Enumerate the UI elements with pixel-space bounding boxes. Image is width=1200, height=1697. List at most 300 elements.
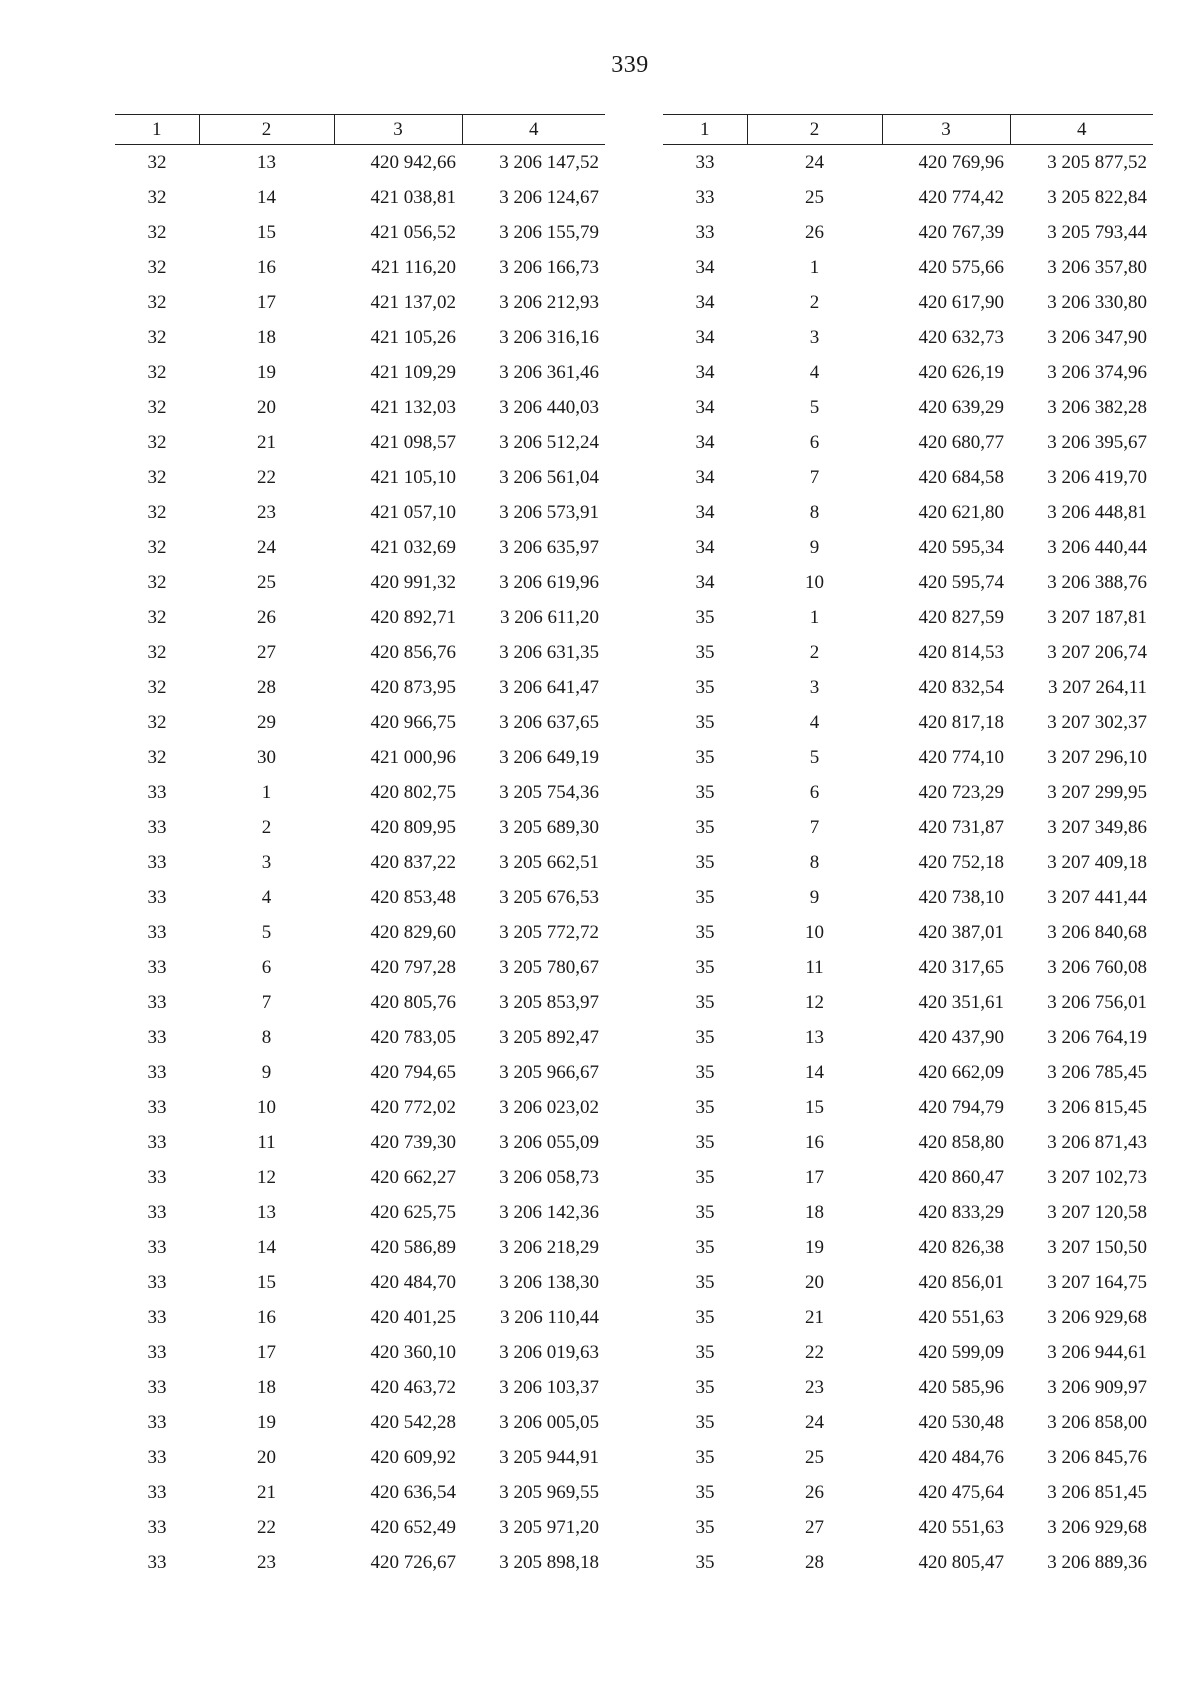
table-row xyxy=(115,810,605,845)
table-row xyxy=(115,1440,605,1475)
parcel-number-cell: 34 xyxy=(695,501,715,523)
x-coordinate-cell: 420 769,96 xyxy=(918,151,1004,173)
header-row xyxy=(115,115,605,145)
table-row xyxy=(663,565,1153,600)
parcel-number-cell: 35 xyxy=(695,1026,715,1048)
y-coordinate-cell: 3 206 448,81 xyxy=(1047,501,1147,523)
y-coordinate-cell: 3 206 889,36 xyxy=(1047,1551,1147,1573)
y-coordinate-cell: 3 206 357,80 xyxy=(1047,256,1147,278)
point-number-cell: 28 xyxy=(257,676,276,698)
table-row xyxy=(663,880,1153,915)
x-coordinate-cell: 420 626,19 xyxy=(918,361,1004,383)
x-coordinate-cell: 420 632,73 xyxy=(918,326,1004,348)
x-coordinate-cell: 420 585,96 xyxy=(918,1376,1004,1398)
y-coordinate-cell: 3 207 409,18 xyxy=(1047,851,1147,873)
table-row xyxy=(663,1195,1153,1230)
header-row xyxy=(663,115,1153,145)
x-coordinate-cell: 420 731,87 xyxy=(918,816,1004,838)
y-coordinate-cell: 3 207 441,44 xyxy=(1047,886,1147,908)
table-row xyxy=(115,1160,605,1195)
table-row xyxy=(115,1335,605,1370)
x-coordinate-cell: 420 837,22 xyxy=(370,851,456,873)
x-coordinate-cell: 420 463,72 xyxy=(370,1376,456,1398)
parcel-number-cell: 35 xyxy=(695,711,715,733)
table-row xyxy=(663,705,1153,740)
y-coordinate-cell: 3 206 871,43 xyxy=(1047,1131,1147,1153)
point-number-cell: 14 xyxy=(805,1061,824,1083)
point-number-cell: 10 xyxy=(257,1096,276,1118)
parcel-number-cell: 32 xyxy=(147,326,167,348)
table-row xyxy=(663,1020,1153,1055)
y-coordinate-cell: 3 205 853,97 xyxy=(499,991,599,1013)
x-coordinate-cell: 420 609,92 xyxy=(370,1446,456,1468)
x-coordinate-cell: 421 098,57 xyxy=(370,431,456,453)
table-row xyxy=(663,425,1153,460)
parcel-number-cell: 35 xyxy=(695,606,715,628)
x-coordinate-cell: 420 530,48 xyxy=(918,1411,1004,1433)
parcel-number-cell: 32 xyxy=(147,571,167,593)
y-coordinate-cell: 3 206 005,05 xyxy=(499,1411,599,1433)
table-row xyxy=(115,1090,605,1125)
y-coordinate-cell: 3 207 120,58 xyxy=(1047,1201,1147,1223)
x-coordinate-cell: 420 680,77 xyxy=(918,431,1004,453)
parcel-number-cell: 33 xyxy=(147,1271,167,1293)
point-number-cell: 17 xyxy=(257,291,276,313)
x-coordinate-cell: 420 991,32 xyxy=(370,571,456,593)
table-row xyxy=(663,1370,1153,1405)
x-coordinate-cell: 420 484,70 xyxy=(370,1271,456,1293)
y-coordinate-cell: 3 207 302,37 xyxy=(1047,711,1147,733)
point-number-cell: 6 xyxy=(809,781,820,803)
point-number-cell: 23 xyxy=(257,501,276,523)
y-coordinate-cell: 3 207 264,11 xyxy=(1047,676,1147,698)
table-row xyxy=(663,1230,1153,1265)
point-number-cell: 19 xyxy=(257,1411,276,1433)
table-row xyxy=(115,1405,605,1440)
table-row xyxy=(663,1405,1153,1440)
y-coordinate-cell: 3 205 892,47 xyxy=(499,1026,599,1048)
parcel-number-cell: 35 xyxy=(695,1411,715,1433)
x-coordinate-cell: 420 767,39 xyxy=(918,221,1004,243)
parcel-number-cell: 33 xyxy=(147,1061,167,1083)
x-coordinate-cell: 420 814,53 xyxy=(918,641,1004,663)
y-coordinate-cell: 3 205 898,18 xyxy=(499,1551,599,1573)
y-coordinate-cell: 3 205 689,30 xyxy=(499,816,599,838)
y-coordinate-cell: 3 206 361,46 xyxy=(499,361,599,383)
point-number-cell: 25 xyxy=(257,571,276,593)
parcel-number-cell: 34 xyxy=(695,326,715,348)
x-coordinate-cell: 420 625,75 xyxy=(370,1201,456,1223)
x-coordinate-cell: 420 783,05 xyxy=(370,1026,456,1048)
table-row xyxy=(115,425,605,460)
parcel-number-cell: 33 xyxy=(147,886,167,908)
x-coordinate-cell: 421 038,81 xyxy=(370,186,456,208)
table-row xyxy=(115,985,605,1020)
parcel-number-cell: 32 xyxy=(147,711,167,733)
table-row xyxy=(663,1055,1153,1090)
x-coordinate-cell: 420 832,54 xyxy=(918,676,1004,698)
table-row xyxy=(115,1370,605,1405)
parcel-number-cell: 35 xyxy=(695,991,715,1013)
y-coordinate-cell: 3 206 944,61 xyxy=(1047,1341,1147,1363)
point-number-cell: 24 xyxy=(805,1411,824,1433)
table-row xyxy=(115,285,605,320)
x-coordinate-cell: 420 484,76 xyxy=(918,1446,1004,1468)
column-header-3: 3 xyxy=(334,115,462,145)
x-coordinate-cell: 420 551,63 xyxy=(918,1306,1004,1328)
point-number-cell: 5 xyxy=(261,921,272,943)
x-coordinate-cell: 420 475,64 xyxy=(918,1481,1004,1503)
parcel-number-cell: 35 xyxy=(695,816,715,838)
parcel-number-cell: 33 xyxy=(147,1551,167,1573)
point-number-cell: 25 xyxy=(805,186,824,208)
parcel-number-cell: 33 xyxy=(147,1166,167,1188)
column-header-1: 1 xyxy=(663,115,747,145)
y-coordinate-cell: 3 207 150,50 xyxy=(1047,1236,1147,1258)
x-coordinate-cell: 421 137,02 xyxy=(370,291,456,313)
table-row xyxy=(115,390,605,425)
point-number-cell: 26 xyxy=(805,221,824,243)
y-coordinate-cell: 3 206 756,01 xyxy=(1047,991,1147,1013)
parcel-number-cell: 33 xyxy=(147,1376,167,1398)
x-coordinate-cell: 420 829,60 xyxy=(370,921,456,943)
point-number-cell: 7 xyxy=(809,816,820,838)
y-coordinate-cell: 3 205 754,36 xyxy=(499,781,599,803)
table-row xyxy=(115,880,605,915)
y-coordinate-cell: 3 206 440,03 xyxy=(499,396,599,418)
y-coordinate-cell: 3 206 382,28 xyxy=(1047,396,1147,418)
parcel-number-cell: 35 xyxy=(695,1096,715,1118)
point-number-cell: 7 xyxy=(809,466,820,488)
point-number-cell: 3 xyxy=(261,851,272,873)
point-number-cell: 13 xyxy=(257,1201,276,1223)
x-coordinate-cell: 420 726,67 xyxy=(370,1551,456,1573)
x-coordinate-cell: 420 805,76 xyxy=(370,991,456,1013)
parcel-number-cell: 33 xyxy=(695,186,715,208)
y-coordinate-cell: 3 207 102,73 xyxy=(1047,1166,1147,1188)
y-coordinate-cell: 3 206 124,67 xyxy=(499,186,599,208)
y-coordinate-cell: 3 206 635,97 xyxy=(499,536,599,558)
parcel-number-cell: 33 xyxy=(147,1096,167,1118)
y-coordinate-cell: 3 206 218,29 xyxy=(499,1236,599,1258)
table-row xyxy=(663,1160,1153,1195)
table-row xyxy=(663,1440,1153,1475)
table-row xyxy=(115,355,605,390)
x-coordinate-cell: 420 833,29 xyxy=(918,1201,1004,1223)
point-number-cell: 26 xyxy=(805,1481,824,1503)
point-number-cell: 5 xyxy=(809,746,820,768)
y-coordinate-cell: 3 206 019,63 xyxy=(499,1341,599,1363)
x-coordinate-cell: 420 317,65 xyxy=(918,956,1004,978)
page-number: 339 xyxy=(611,52,649,78)
parcel-number-cell: 32 xyxy=(147,256,167,278)
table-row xyxy=(115,635,605,670)
table-row xyxy=(663,1090,1153,1125)
parcel-number-cell: 34 xyxy=(695,536,715,558)
parcel-number-cell: 35 xyxy=(695,1271,715,1293)
x-coordinate-cell: 421 000,96 xyxy=(370,746,456,768)
parcel-number-cell: 35 xyxy=(695,1236,715,1258)
point-number-cell: 15 xyxy=(257,221,276,243)
x-coordinate-cell: 420 873,95 xyxy=(370,676,456,698)
table-row xyxy=(663,1335,1153,1370)
table-row xyxy=(115,1055,605,1090)
point-number-cell: 23 xyxy=(805,1376,824,1398)
table-row xyxy=(663,250,1153,285)
y-coordinate-cell: 3 206 166,73 xyxy=(499,256,599,278)
y-coordinate-cell: 3 206 561,04 xyxy=(499,466,599,488)
table-row xyxy=(115,145,605,181)
table-body-left xyxy=(115,145,605,1581)
x-coordinate-cell: 421 056,52 xyxy=(370,221,456,243)
x-coordinate-cell: 420 595,74 xyxy=(918,571,1004,593)
point-number-cell: 21 xyxy=(257,1481,276,1503)
table-row xyxy=(115,530,605,565)
point-number-cell: 21 xyxy=(805,1306,824,1328)
table-row xyxy=(115,1545,605,1580)
x-coordinate-cell: 420 826,38 xyxy=(918,1236,1004,1258)
x-coordinate-cell: 420 738,10 xyxy=(918,886,1004,908)
point-number-cell: 6 xyxy=(809,431,820,453)
point-number-cell: 7 xyxy=(261,991,272,1013)
parcel-number-cell: 35 xyxy=(695,1131,715,1153)
parcel-number-cell: 35 xyxy=(695,1341,715,1363)
x-coordinate-cell: 421 109,29 xyxy=(370,361,456,383)
table-row xyxy=(663,355,1153,390)
table-row xyxy=(663,1265,1153,1300)
x-coordinate-cell: 421 132,03 xyxy=(370,396,456,418)
x-coordinate-cell: 420 639,29 xyxy=(918,396,1004,418)
point-number-cell: 13 xyxy=(257,151,276,173)
column-header-4: 4 xyxy=(462,115,605,145)
table-row xyxy=(115,845,605,880)
x-coordinate-cell: 420 387,01 xyxy=(918,921,1004,943)
x-coordinate-cell: 420 774,42 xyxy=(918,186,1004,208)
y-coordinate-cell: 3 206 851,45 xyxy=(1047,1481,1147,1503)
point-number-cell: 2 xyxy=(809,291,820,313)
coordinates-table-left xyxy=(115,114,605,1580)
point-number-cell: 12 xyxy=(257,1166,276,1188)
table-row xyxy=(663,530,1153,565)
point-number-cell: 20 xyxy=(257,396,276,418)
y-coordinate-cell: 3 206 909,97 xyxy=(1047,1376,1147,1398)
x-coordinate-cell: 420 794,79 xyxy=(918,1096,1004,1118)
table-row xyxy=(115,1230,605,1265)
table-row xyxy=(115,705,605,740)
parcel-number-cell: 32 xyxy=(147,641,167,663)
x-coordinate-cell: 420 586,89 xyxy=(370,1236,456,1258)
x-coordinate-cell: 420 966,75 xyxy=(370,711,456,733)
y-coordinate-cell: 3 206 641,47 xyxy=(499,676,599,698)
point-number-cell: 8 xyxy=(809,501,820,523)
parcel-number-cell: 35 xyxy=(695,781,715,803)
table-row xyxy=(663,1545,1153,1580)
y-coordinate-cell: 3 205 793,44 xyxy=(1047,221,1147,243)
parcel-number-cell: 35 xyxy=(695,1446,715,1468)
table-row xyxy=(115,670,605,705)
parcel-number-cell: 33 xyxy=(147,1411,167,1433)
point-number-cell: 29 xyxy=(257,711,276,733)
y-coordinate-cell: 3 207 296,10 xyxy=(1047,746,1147,768)
y-coordinate-cell: 3 206 637,65 xyxy=(499,711,599,733)
table-row xyxy=(663,845,1153,880)
x-coordinate-cell: 420 858,80 xyxy=(918,1131,1004,1153)
x-coordinate-cell: 420 827,59 xyxy=(918,606,1004,628)
parcel-number-cell: 35 xyxy=(695,1481,715,1503)
y-coordinate-cell: 3 206 840,68 xyxy=(1047,921,1147,943)
parcel-number-cell: 33 xyxy=(147,781,167,803)
parcel-number-cell: 35 xyxy=(695,1516,715,1538)
y-coordinate-cell: 3 206 649,19 xyxy=(499,746,599,768)
parcel-number-cell: 33 xyxy=(147,1306,167,1328)
y-coordinate-cell: 3 206 330,80 xyxy=(1047,291,1147,313)
table-row xyxy=(663,600,1153,635)
parcel-number-cell: 33 xyxy=(147,1341,167,1363)
parcel-number-cell: 33 xyxy=(695,151,715,173)
table-row xyxy=(663,985,1153,1020)
column-header-4: 4 xyxy=(1010,115,1153,145)
point-number-cell: 14 xyxy=(257,186,276,208)
table-row xyxy=(663,810,1153,845)
parcel-number-cell: 32 xyxy=(147,291,167,313)
parcel-number-cell: 33 xyxy=(147,991,167,1013)
y-coordinate-cell: 3 206 110,44 xyxy=(499,1306,599,1328)
parcel-number-cell: 35 xyxy=(695,956,715,978)
table-row xyxy=(115,1195,605,1230)
point-number-cell: 14 xyxy=(257,1236,276,1258)
y-coordinate-cell: 3 205 877,52 xyxy=(1047,151,1147,173)
y-coordinate-cell: 3 206 419,70 xyxy=(1047,466,1147,488)
point-number-cell: 18 xyxy=(257,326,276,348)
parcel-number-cell: 34 xyxy=(695,431,715,453)
parcel-number-cell: 33 xyxy=(147,1481,167,1503)
x-coordinate-cell: 420 360,10 xyxy=(370,1341,456,1363)
point-number-cell: 28 xyxy=(805,1551,824,1573)
x-coordinate-cell: 421 057,10 xyxy=(370,501,456,523)
y-coordinate-cell: 3 206 815,45 xyxy=(1047,1096,1147,1118)
y-coordinate-cell: 3 206 845,76 xyxy=(1047,1446,1147,1468)
y-coordinate-cell: 3 207 299,95 xyxy=(1047,781,1147,803)
x-coordinate-cell: 420 351,61 xyxy=(918,991,1004,1013)
x-coordinate-cell: 420 575,66 xyxy=(918,256,1004,278)
x-coordinate-cell: 421 105,10 xyxy=(370,466,456,488)
parcel-number-cell: 34 xyxy=(695,291,715,313)
y-coordinate-cell: 3 206 147,52 xyxy=(499,151,599,173)
column-header-3: 3 xyxy=(882,115,1010,145)
parcel-number-cell: 35 xyxy=(695,886,715,908)
y-coordinate-cell: 3 206 631,35 xyxy=(499,641,599,663)
y-coordinate-cell: 3 206 858,00 xyxy=(1047,1411,1147,1433)
parcel-number-cell: 35 xyxy=(695,641,715,663)
point-number-cell: 2 xyxy=(809,641,820,663)
table-row xyxy=(663,180,1153,215)
y-coordinate-cell: 3 207 206,74 xyxy=(1047,641,1147,663)
table-row xyxy=(115,215,605,250)
parcel-number-cell: 32 xyxy=(147,361,167,383)
x-coordinate-cell: 420 856,01 xyxy=(918,1271,1004,1293)
point-number-cell: 8 xyxy=(809,851,820,873)
x-coordinate-cell: 420 652,49 xyxy=(370,1516,456,1538)
table-row xyxy=(663,320,1153,355)
point-number-cell: 4 xyxy=(809,711,820,733)
point-number-cell: 24 xyxy=(257,536,276,558)
y-coordinate-cell: 3 206 395,67 xyxy=(1047,431,1147,453)
x-coordinate-cell: 420 617,90 xyxy=(918,291,1004,313)
point-number-cell: 16 xyxy=(257,256,276,278)
y-coordinate-cell: 3 206 388,76 xyxy=(1047,571,1147,593)
y-coordinate-cell: 3 207 349,86 xyxy=(1047,816,1147,838)
parcel-number-cell: 34 xyxy=(695,571,715,593)
table-row xyxy=(663,215,1153,250)
parcel-number-cell: 32 xyxy=(147,221,167,243)
y-coordinate-cell: 3 205 662,51 xyxy=(499,851,599,873)
point-number-cell: 18 xyxy=(805,1201,824,1223)
parcel-number-cell: 33 xyxy=(147,1236,167,1258)
y-coordinate-cell: 3 206 055,09 xyxy=(499,1131,599,1153)
point-number-cell: 15 xyxy=(805,1096,824,1118)
parcel-number-cell: 33 xyxy=(147,956,167,978)
y-coordinate-cell: 3 207 164,75 xyxy=(1047,1271,1147,1293)
x-coordinate-cell: 420 860,47 xyxy=(918,1166,1004,1188)
point-number-cell: 17 xyxy=(257,1341,276,1363)
y-coordinate-cell: 3 205 772,72 xyxy=(499,921,599,943)
parcel-number-cell: 32 xyxy=(147,536,167,558)
table-row xyxy=(115,1475,605,1510)
table-row xyxy=(115,1300,605,1335)
parcel-number-cell: 32 xyxy=(147,676,167,698)
y-coordinate-cell: 3 206 103,37 xyxy=(499,1376,599,1398)
parcel-number-cell: 33 xyxy=(147,1026,167,1048)
parcel-number-cell: 34 xyxy=(695,396,715,418)
parcel-number-cell: 32 xyxy=(147,431,167,453)
parcel-number-cell: 35 xyxy=(695,1376,715,1398)
parcel-number-cell: 34 xyxy=(695,256,715,278)
x-coordinate-cell: 420 853,48 xyxy=(370,886,456,908)
y-coordinate-cell: 3 206 138,30 xyxy=(499,1271,599,1293)
x-coordinate-cell: 420 542,28 xyxy=(370,1411,456,1433)
point-number-cell: 16 xyxy=(257,1306,276,1328)
point-number-cell: 5 xyxy=(809,396,820,418)
point-number-cell: 13 xyxy=(805,1026,824,1048)
parcel-number-cell: 32 xyxy=(147,501,167,523)
point-number-cell: 3 xyxy=(809,326,820,348)
table-row xyxy=(115,600,605,635)
point-number-cell: 20 xyxy=(257,1446,276,1468)
x-coordinate-cell: 420 437,90 xyxy=(918,1026,1004,1048)
point-number-cell: 16 xyxy=(805,1131,824,1153)
y-coordinate-cell: 3 205 966,67 xyxy=(499,1061,599,1083)
y-coordinate-cell: 3 205 676,53 xyxy=(499,886,599,908)
parcel-number-cell: 32 xyxy=(147,466,167,488)
point-number-cell: 26 xyxy=(257,606,276,628)
table-row xyxy=(115,950,605,985)
point-number-cell: 20 xyxy=(805,1271,824,1293)
x-coordinate-cell: 421 116,20 xyxy=(371,256,456,278)
y-coordinate-cell: 3 206 764,19 xyxy=(1047,1026,1147,1048)
coordinates-table-right xyxy=(663,114,1153,1580)
parcel-number-cell: 35 xyxy=(695,1201,715,1223)
table-row xyxy=(115,320,605,355)
parcel-number-cell: 35 xyxy=(695,676,715,698)
y-coordinate-cell: 3 205 822,84 xyxy=(1047,186,1147,208)
point-number-cell: 19 xyxy=(805,1236,824,1258)
table-row xyxy=(663,145,1153,181)
table-row xyxy=(115,180,605,215)
table-row xyxy=(115,495,605,530)
x-coordinate-cell: 420 739,30 xyxy=(370,1131,456,1153)
x-coordinate-cell: 420 805,47 xyxy=(918,1551,1004,1573)
x-coordinate-cell: 420 856,76 xyxy=(370,641,456,663)
